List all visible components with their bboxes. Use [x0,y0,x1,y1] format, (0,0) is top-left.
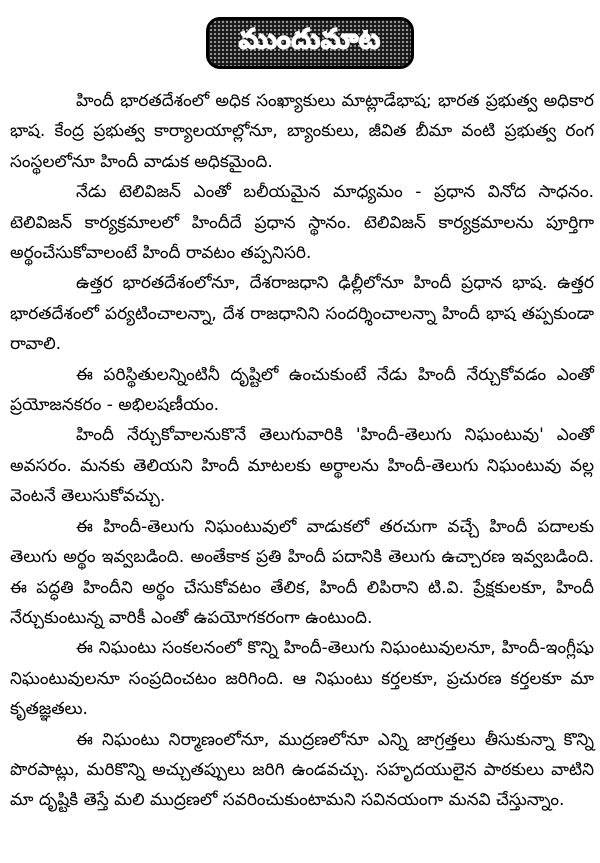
paragraph-6: ఈ హిందీ-తెలుగు నిఘంటువులో వాడుకలో తరచుగా వచ్చే హిందీ పదాలకు తెలుగు అర్థం ఇవ్వబడింది. అంతేకాక ప్రతి హిందీ పదానికి తెలుగు ఉచ్చారణ ఇవ్వబడింది. ఈ పద్ధతి హిందీని అర్థం చేసుకోవటం తేలిక, హిందీ లిపిరాని టి.వి. ప్రేక్షకులకూ, హిందీ నేర్చుకుంటున్న వారికీ ఎంతో ఉపయోగకరంగా ఉంటుంది. [10,516,594,628]
title-area [10,0,594,86]
paragraph-8: ఈ నిఘంటు నిర్మాణంలోనూ, ముద్రణలోనూ ఎన్ని జాగ్రత్తలు తీసుకున్నా కొన్ని పొరపాట్లు, మరికొన్ని అచ్చుతప్పులు జరిగి ఉండవచ్చు. సహృదయులైన పాఠకులు వాటిని మా దృష్టికి తెస్తే మలి ముద్రణలో సవరించుకుంటామని సవినయంగా మనవి చేస్తున్నాం. [10,729,594,811]
paragraph-2: నేడు టెలివిజన్ ఎంతో బలీయమైన మాధ్యమం - ప్రధాన వినోద సాధనం. టెలివిజన్ కార్యక్రమాలలో హిందీదే ప్రధాన స్థానం. టెలివిజన్ కార్యక్రమాలను పూర్తిగా అర్థంచేసుకోవాలంటే హిందీ రావటం తప్పనిసరి. [10,182,594,264]
page-title: ముందుమాట [238,24,382,55]
paragraph-3: ఉత్తర భారతదేశంలోనూ, దేశరాజధాని ఢిల్లీలోనూ హిందీ ప్రధాన భాష. ఉత్తర భారతదేశంలో పర్యటించాలన్నా, దేశ రాజధానిని సందర్శించాలన్నా హిందీ భాష తప్పకుండా రావాలి. [10,273,594,355]
paragraph-5: హిందీ నేర్చుకోవాలనుకొనే తెలుగువారికి 'హిందీ-తెలుగు నిఘంటువు' ఎంతో అవసరం. మనకు తెలియని హిందీ మాటలకు అర్థాలను హిందీ-తెలుగు నిఘంటువు వల్ల వెంటనే తెలుసుకోవచ్చు. [10,425,594,507]
paragraph-7: ఈ నిఘంటు సంకలనంలో కొన్ని హిందీ-తెలుగు నిఘంటువులనూ, హిందీ-ఇంగ్లీషు నిఘంటువులనూ సంప్రదించటం జరిగింది. ఆ నిఘంటు కర్తలకూ, ప్రచురణ కర్తలకూ మా కృతజ్ఞతలు. [10,638,594,720]
paragraph-1: హిందీ భారతదేశంలో అధిక సంఖ్యాకులు మాట్లాడేభాష; భారత ప్రభుత్వ అధికార భాష. కేంద్ర ప్రభుత్వ కార్యాలయాల్లోనూ, బ్యాంకులు, జీవిత బీమా వంటి ప్రభుత్వ రంగ సంస్థలలోనూ హిందీ వాడుక అధికమైంది. [10,91,594,172]
paragraph-4: ఈ పరిస్థితులన్నింటినీ దృష్టిలో ఉంచుకుంటే నేడు హిందీ నేర్చుకోవడం ఎంతో ప్రయోజనకరం - అభిలషణీయం. [10,364,594,416]
title-badge [206,17,414,69]
preface-body [10,86,594,816]
